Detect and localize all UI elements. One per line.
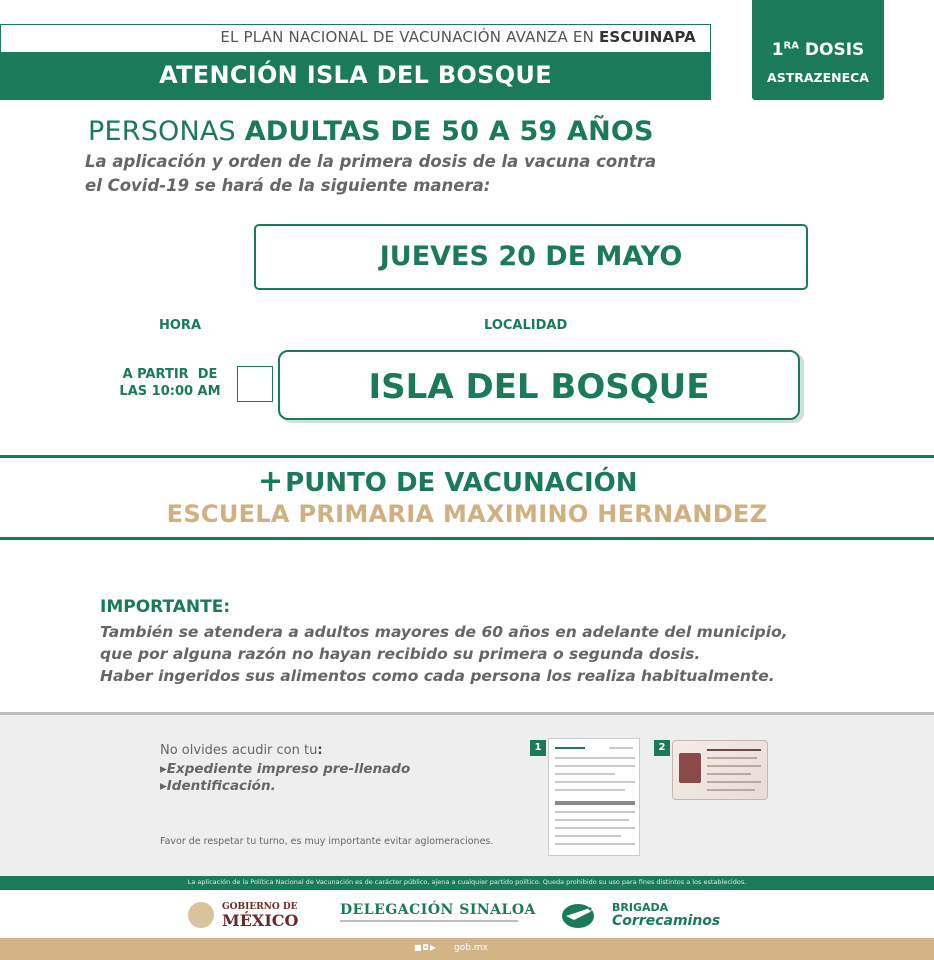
header-title-bold: ESCUINAPA [598,28,696,46]
header-banner [0,52,711,100]
delegation-name: DELEGACIÓN SINALOA [340,902,536,918]
divider-top [0,455,934,458]
requirements-intro [160,743,323,758]
gob-big-text: MÉXICO [222,911,299,930]
requirements-section [0,712,934,876]
header-title-strip [0,24,711,52]
requirements-footnote: Favor de respetar tu turno, es muy importante evitar aglomeraciones. [160,836,494,847]
footer-gold-bar [0,938,934,960]
time-text [110,366,230,400]
site-url: gob.mx [454,943,488,953]
important-title: IMPORTANTE: [100,597,231,617]
brigade-label: BRIGADA [612,901,669,914]
headline-plain: PERSONAS [88,116,245,147]
place-box [278,350,800,420]
header-title-plain: EL PLAN NACIONAL DE VACUNACIÓN AVANZA EN [220,28,599,46]
gob-small-text: GOBIERNO DE [222,902,298,912]
dose-suffix: RA [783,40,799,52]
id-card-image [672,740,768,800]
headline-bold: ADULTAS DE 50 A 59 AÑOS [244,116,654,147]
important-text [100,621,880,687]
dose-word: DOSIS [799,40,865,60]
banner-title: ATENCIÓN ISLA DEL BOSQUE [159,61,552,89]
school-name: ESCUELA PRIMARIA MAXIMINO HERNANDEZ [166,500,768,528]
divider-bottom [0,537,934,540]
date-box [254,224,808,290]
place-text: ISLA DEL BOSQUE [368,367,710,407]
intro-text [85,150,725,198]
id-photo [679,753,701,783]
time-line: A PARTIR DE [122,367,218,382]
social-media-icons: ■◘▶ [414,943,438,952]
decorative-square [237,366,273,402]
form-document-image [548,738,640,856]
header-title [220,28,696,46]
badge-2: 2 [654,740,670,756]
requirements-intro-text: No olvides acudir con tu [160,743,318,758]
hour-label: HORA [159,318,202,333]
vaccination-point-title [258,464,638,499]
plus-icon: + [258,464,284,499]
dose-number: 1 [771,40,784,60]
requirement-item: ▸Identificación. [160,778,276,794]
time-line: LAS 10:00 AM [119,384,221,399]
badge-1: 1 [530,740,546,756]
important-line: Haber ingeridos sus alimentos como cada persona los realiza habitualmente. [100,667,775,685]
intro-line: La aplicación y orden de la primera dosis de la vacuna contra [85,152,657,171]
legal-text: La aplicación de la Política Nacional de Vacunación es de carácter público, ajena a cualquier partido político. Queda prohibido su uso para fines distintos a los establecidos. [187,878,747,886]
delegation-subline [340,920,518,922]
vaccine-name: ASTRAZENECA [767,70,869,85]
page-headline [88,116,654,147]
brigade-name: Correcaminos [612,913,721,929]
intro-line: el Covid-19 se hará de la siguiente manera: [85,176,491,195]
important-line: que por alguna razón no hayan recibido su primera o segunda dosis. [100,645,701,663]
eagle-shield-icon [188,902,214,928]
vaccination-point-label: PUNTO DE VACUNACIÓN [285,468,638,498]
requirements-intro-colon: : [317,743,323,758]
requirement-item: ▸Expediente impreso pre-llenado [160,761,411,777]
roadrunner-logo-icon [560,898,600,930]
dose-badge [752,0,884,100]
date-text: JUEVES 20 DE MAYO [379,241,683,272]
legal-bar [0,876,934,890]
important-line: También se atendera a adultos mayores de 60 años en adelante del municipio, [100,623,788,641]
dose-label [752,40,884,60]
locality-label: LOCALIDAD [484,318,568,333]
gobierno-mexico-logo [188,902,308,932]
